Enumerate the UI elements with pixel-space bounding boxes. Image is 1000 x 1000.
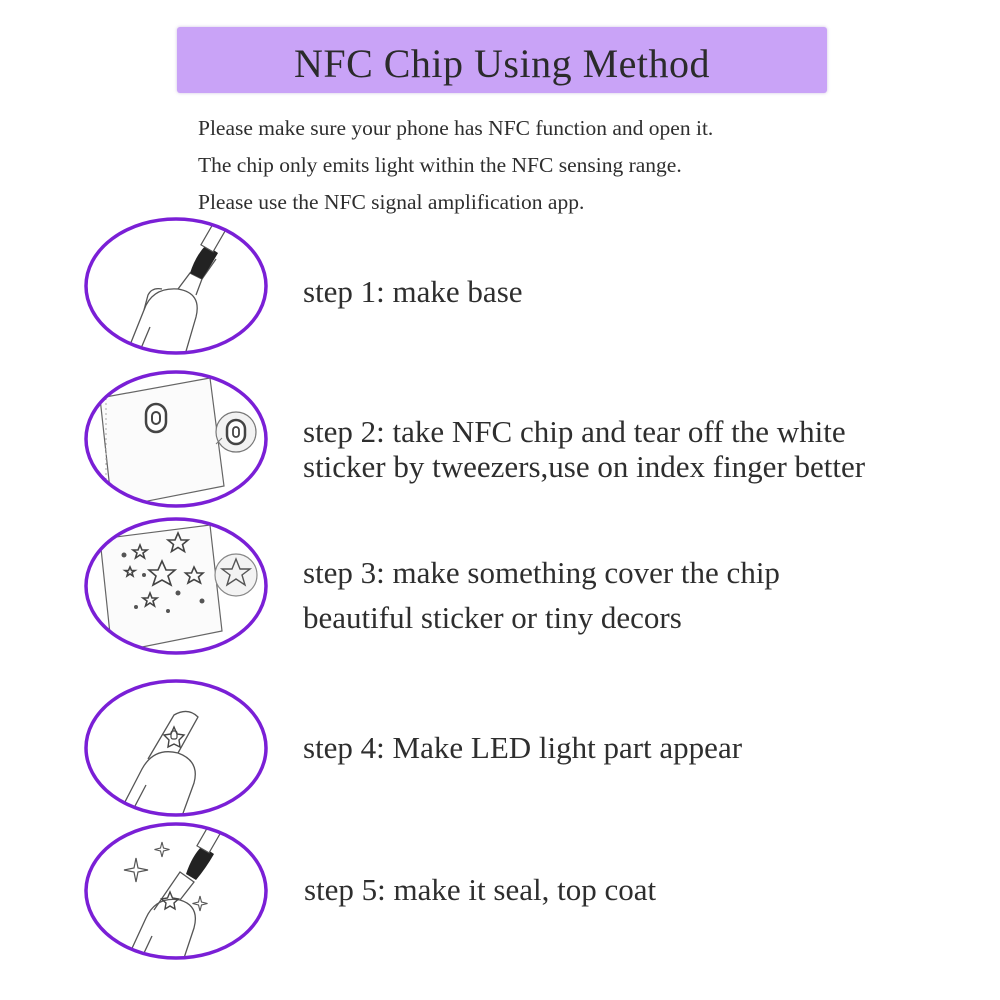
step-3-label: step 3: make something cover the chip — [303, 555, 780, 590]
title-banner — [177, 27, 827, 93]
step-1-nail-brush-icon — [82, 215, 270, 358]
step-3-text — [303, 555, 780, 635]
step-5-label: step 5: make it seal, top coat — [304, 872, 657, 907]
page-title: NFC Chip Using Method — [293, 40, 711, 86]
step-2-line-2: sticker by tweezers,use on index finger better — [303, 449, 866, 484]
intro-line-2: The chip only emits light within the NFC sensing range. — [198, 153, 682, 177]
step-3-star-sticker-icon — [82, 515, 270, 658]
step-2-text — [303, 414, 865, 484]
step-2-nfc-chip-icon — [82, 368, 270, 511]
step-5-text — [304, 872, 656, 907]
step-5-top-coat-icon — [82, 820, 270, 963]
step-1-text — [303, 274, 523, 309]
intro-line-3: Please use the NFC signal amplification app. — [198, 190, 585, 214]
intro-line-1: Please make sure your phone has NFC function and open it. — [198, 116, 714, 140]
step-2-label: step 2: take NFC chip and tear off the white — [303, 414, 846, 449]
intro-text — [198, 110, 713, 221]
step-4-label: step 4: Make LED light part appear — [303, 730, 743, 765]
step-3-line-2: beautiful sticker or tiny decors — [303, 600, 682, 635]
step-4-text — [303, 730, 742, 765]
step-4-led-nail-icon — [82, 677, 270, 820]
step-1-label: step 1: make base — [303, 274, 523, 309]
